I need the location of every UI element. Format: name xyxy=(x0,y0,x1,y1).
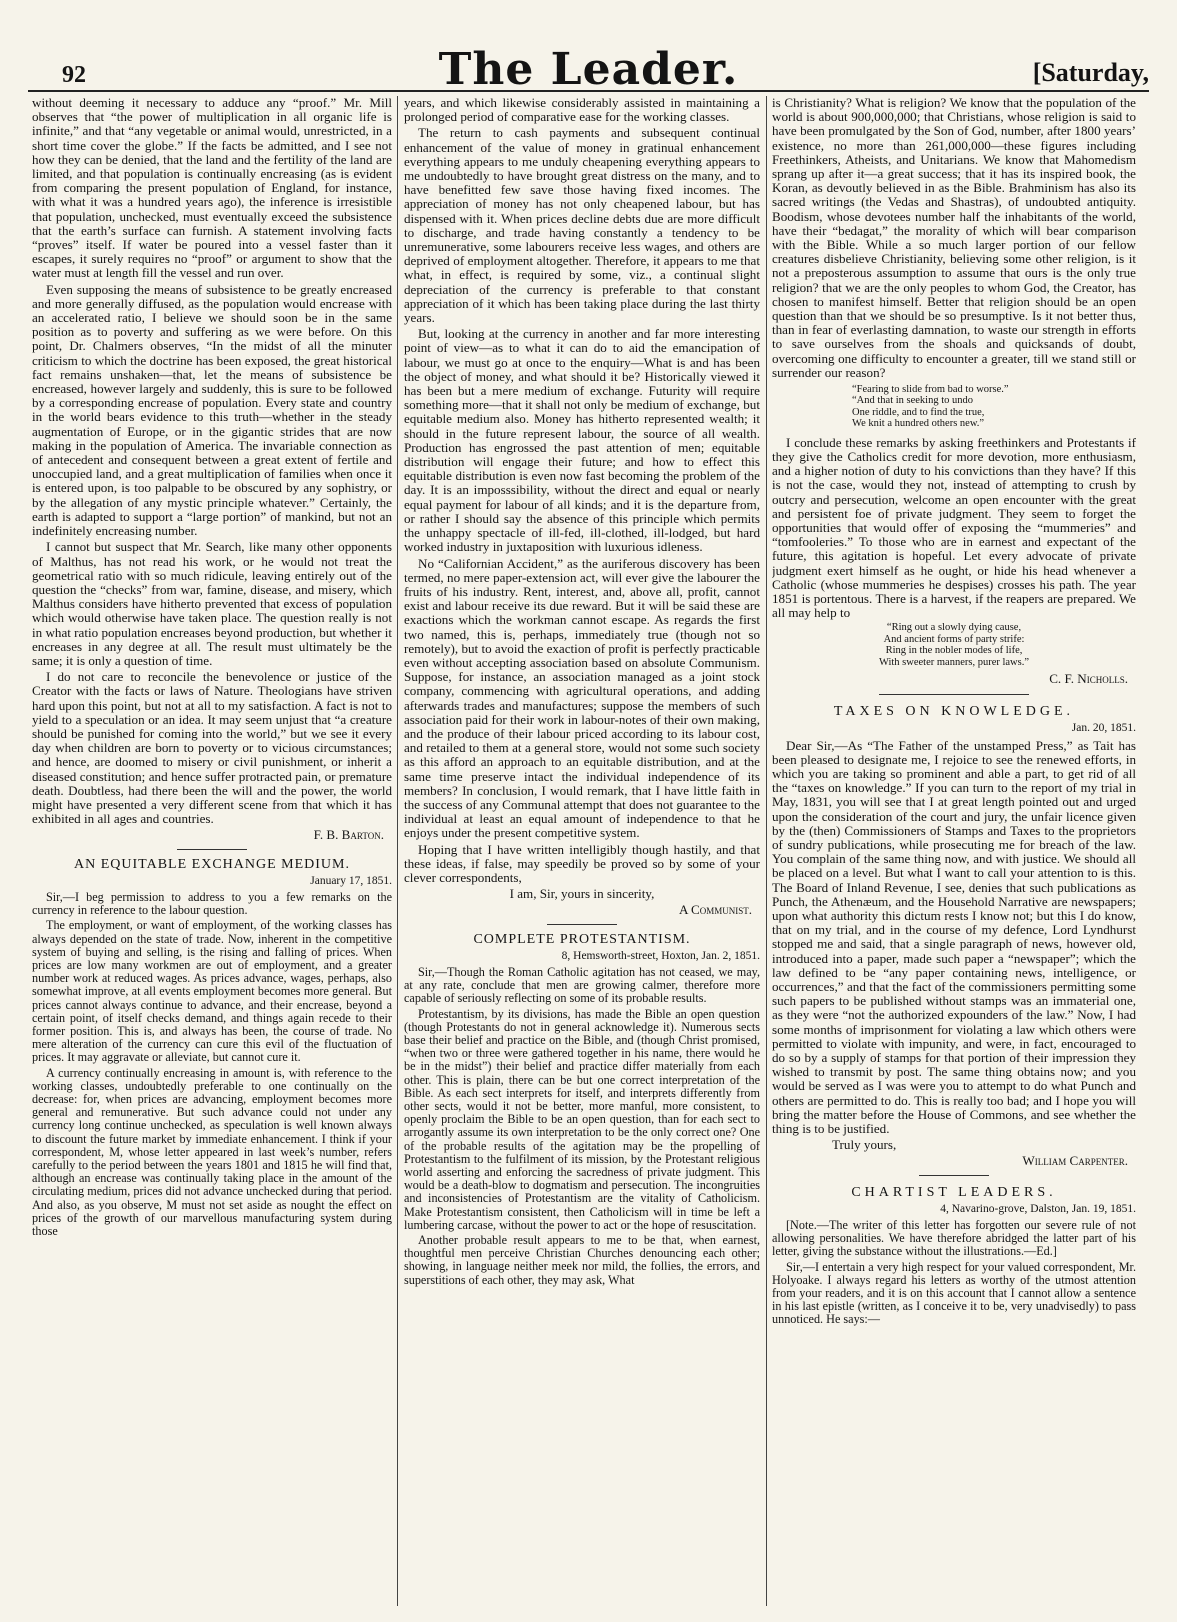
article-paragraph: The employment, or want of employment, of the working classes has always depended on the state of trade. Now, inherent in the competitive system of buying and selling, is the rising and falling of prices. When prices are low many workmen are out of employment, and a greater number work at reduced wages. As prices advance, wages, perhaps, also somewhat improve, at all events employment becomes more general. But prices cannot always continue to advance, and their encrease, beyond a certain point, of itself checks demand, and things again recede to their former position. This is, and always has been, the course of trade. No mere alteration of the currency can cure this evil of the fluctuation of prices. It may aggravate or alleviate, but cannot cure it. xyxy=(32,918,392,1065)
masthead-rule xyxy=(28,90,1149,92)
verse-line: “And that in seeking to undo xyxy=(852,395,974,407)
verse-quotation xyxy=(772,622,1136,668)
verse-line: “Ring out a slowly dying cause, xyxy=(886,622,1022,634)
article-paragraph: Sir,—I beg permission to address to you a few remarks on the currency in reference to the labour question. xyxy=(32,889,392,918)
verse-line: “Fearing to slide from bad to worse.” xyxy=(852,384,1009,396)
issue-day: [Saturday, xyxy=(1032,58,1149,87)
article-title: AN EQUITABLE EXCHANGE MEDIUM. xyxy=(74,856,350,872)
column-2 xyxy=(404,96,760,1611)
letter-closing: Truly yours, xyxy=(832,1137,897,1153)
verse-line: We knit a hundred others new.” xyxy=(852,418,985,430)
section-rule xyxy=(919,1175,989,1176)
letter-signature: William Carpenter. xyxy=(1022,1153,1128,1169)
column-divider xyxy=(766,96,767,1606)
verse-line: And ancient forms of party strife: xyxy=(883,633,1025,645)
masthead-bar xyxy=(28,44,1149,95)
article-dateline: 8, Hemsworth-street, Hoxton, Jan. 2, 1851. xyxy=(561,949,760,962)
masthead-title: The Leader. xyxy=(438,44,739,95)
article-paragraph: I cannot but suspect that Mr. Search, like many other opponents of Malthus, has not read his work, or he would not treat the geometrical ratio with so much ridicule, leaving entirely out of the question the “checks” from war, famine, disease, and misery, which Malthus considers have hitherto prevented that excess of population which would otherwise have taken place. The question really is not in what ratio population encreases beyond production, but whether it encreases in any degree at all. The result must ultimately be the same; it is only a question of time. xyxy=(32,539,392,668)
article-paragraph: without deeming it necessary to adduce any “proof.” Mr. Mill observes that “the power of multiplication in all organic life is infinite,” and that “any vegetable or animal would, unrestricted, in a short time cover the globe.” If the facts be admitted, and I see not how they can be denied, that the land and the fertility of the land are limited, and that population is continually encreasing (as is evident from comparing the present population of England, for instance, with what it was a hundred years ago), the inference is irresistible that population, unchecked, must eventually exceed the subsistence that the earth’s surface can furnish. A statement involving facts “proves” itself. If water be poured into a vessel faster than it escapes, it surely requires no “proof” or argument to show that the water must at length fill the vessel and run over. xyxy=(32,96,392,281)
article-paragraph: is Christianity? What is religion? We know that the population of the world is about 900,000,000; that Christians, whose religion is said to have been promulgated by the Son of God, number, after 1800 years’ existence, no more than 261,000,000—these figures including Freethinkers, Atheists, and Unitarians. We know that Mahomedism sprang up after it—a great success; that it has its inspired book, the Koran, as devoutly believed in as the Bible. Brahminism has also its sacred writings (the Vedas and Shastras), of undoubted antiquity. Boodism, whose devotees number half the inhabitants of the world, have their “bedagat,” the morality of which will bear comparison with the Bible. While a so much larger portion of our fellow creatures disbelieve Christianity, believing some other religion, is it not a preposterous assumption to assume that ours is the only true religion? that we are the only peoples to whom God, the Creator, has chosen to manifest himself. Better that religion should be an open question than that we should be so presumptive. Is it not better thus, than in fear of everlasting damnation, to waste our strength in efforts to save ourselves from the shoals and quicksands of doubt, overcoming one difficulty to encounter a greater, till we stand still or surrender our reason? xyxy=(772,96,1136,380)
article-title: COMPLETE PROTESTANTISM. xyxy=(473,931,691,947)
article-paragraph: The return to cash payments and subsequent continual enhancement of the value of money in gratinual enhancement everything appears to me unduly cheapening everything appears to me undoubtedly to have brought great distress on the many, and to have benefitted few save those having fixed incomes. The appreciation of money has not only cheapened labour, but has dispensed with it. When prices decline debts due are more difficult to discharge, and trade having constantly a tendency to be unremunerative, some labourers receive less wages, and others are deprived of employment altogether. Therefore, it appears to me that what, in effect, is required by some, viz., a continual slight depreciation of the currency is preferable to that constant appreciation of it which has been taking place during the last thirty years. xyxy=(404,125,760,326)
article-paragraph: No “Californian Accident,” as the auriferous discovery has been termed, no mere paper-extension act, will ever give the labourer the fruits of his industry. Rent, interest, and, above all, profit, cannot exist and labour receive its due reward. But it will be said these are exactions which the workman cannot escape. As regards the first two named, this is, perhaps, immediately true (though not so remotely), but to avoid the exaction of profit is perfectly practicable even without accepting association based on absolute Communism. Suppose, for instance, an association managed as a joint stock company, commencing with agricultural operations, and adding afterwards trades and manufactures; suppose the members of such association paid for their work in labour-notes of their own making, and the produce of their labour priced according to its labour cost, and retailed to them at a general store, would not some such society as this afford an approach to an equitable distribution, and at the same time preserve intact the individual independence of its members? In conclusion, I would remark, that I have little faith in the success of any Communal attempt that does not guarantee to the individual at least an equal amount of independence to that he enjoys under the present competitive system. xyxy=(404,555,760,841)
letter-signature: A Communist. xyxy=(678,902,752,918)
article-paragraph: I conclude these remarks by asking freethinkers and Protestants if they give the Catholics credit for more devotion, more enthusiasm, and a higher notion of duty to his convictions than they have? If this is not the case, would they not, instead of attempting to crush by outcry and persecution, welcome an open encounter with the great and persistent foe of private judgment. They seem to forget the opportunities that would offer of exposing the “mummeries” and “tomfooleries.” To those who are in earnest and expectant of the future, this agitation is hopeful. Let every advocate of private judgment exert himself as he ought, or hide his head whenever a Catholic (whose mummeries he despises) crosses his path. The year 1851 is portentous. There is a harvest, if the reapers are prepared. We all may help to xyxy=(772,434,1136,621)
article-paragraph: Hoping that I have written intelligibly though hastily, and that these ideas, if false, may speedily be proved so by some of your clever correspondents, xyxy=(404,841,760,885)
verse-quotation xyxy=(852,384,1136,430)
article-paragraph: Dear Sir,—As “The Father of the unstamped Press,” as Tait has been pleased to designate me, I rejoice to see the renewed efforts, in which you are taking so prominent and able a part, to get rid of all the “taxes on knowledge.” If you can turn to the report of my trial in May, 1831, you will see that I at great length pointed out and urged upon the consideration of the court and jury, the unfair licence given by the (then) Commissioners of Stamps and Taxes to the proprietors of sundry publications, while prosecuting me for breach of the law. You complain of the same thing now, and with justice. We should all be placed on a level. But what I want to call your attention to is this. The Board of Inland Revenue, I see, denies that such publications as Punch, the Athenæum, and the Household Narrative are newspapers; upon what authority this dictum rests I know not; but this I do know, that on my trial, and in the course of my defence, Lord Lyndhurst stopped me and said, that a single paragraph of news, however old, introduced into a paper, made such paper a “newspaper”; which the law defined to be “any paper containing news, intelligence, or occurrences,” and that the fact of the commissioners permitting some such papers to be published without stamps was an immaterial one, as they were “not the authorized expounders of the law.” Now, I had some months of imprisonment for violating a law which others were permitted to violate with impunity, and were, in fact, encouraged to do so by a supply of stamps for that portion of their impression they wished to transmit by post. The same thing obtains now; and you would be served as I was were you to attempt to do what Punch and others are permitted to do. This is really too bad; and I hope you will bring the matter before the House of Commons, and see whether the thing is to be justified. xyxy=(772,737,1136,1137)
verse-line: One riddle, and to find the true, xyxy=(852,406,985,418)
section-rule xyxy=(547,924,617,925)
section-rule xyxy=(177,849,247,850)
page-number: 92 xyxy=(62,62,86,88)
article-paragraph: Sir,—Though the Roman Catholic agitation has not ceased, we may, at any rate, conclude that men are growing calmer, therefore more capable of seriously reflecting on some of its probable results. xyxy=(404,964,760,1006)
column-divider xyxy=(397,96,398,1606)
article-paragraph: years, and which likewise considerably assisted in maintaining a prolonged period of comparative ease for the working classes. xyxy=(404,96,760,125)
article-paragraph: Sir,—I entertain a very high respect for your valued correspondent, Mr. Holyoake. I always regard his letters as worthy of the utmost attention from your readers, and it is on this account that I cannot allow a sentence in his last epistle (written, as I conceive it to be, very unadvisedly) to pass unnoticed. He says:— xyxy=(772,1259,1136,1327)
letter-signature: F. B. Barton. xyxy=(313,827,384,843)
article-paragraph: Another probable result appears to me to be that, when earnest, thoughtful men perceive Christian Churches denouncing each other; showing, in language neither meek nor mild, the follies, the errors, and superstitions of each other, they may ask, What xyxy=(404,1233,760,1287)
article-dateline: January 17, 1851. xyxy=(310,874,392,887)
article-paragraph: Even supposing the means of subsistence to be greatly encreased and more generally diffused, as the population would encrease with an accelerated ratio, I believe we should soon be in the same position as to poverty and suffering as we were before. On this point, Dr. Chalmers observes, “In the midst of all the minuter criticism to which the doctrine has been exposed, the great historical fact remains unshaken—that, let the means of subsistence be encreased, however largely and suddenly, this is sure to be followed by a corresponding encrease of population. Every state and country in the world bears evidence to this truth—whether in the steady augmentation of Europe, or in the gigantic strides that are now making in the population of America. The invariable connection as of antecedent and consequent between a great extent of fertile and unoccupied land, and a great multiplication of families when once it is entered upon, is too palpable to be obscured by any sophistry, or by the allegation of any mystic principle whatever.” Certainly, the earth is adapted to support a “large portion” of mankind, but not an indefinitely encreasing number. xyxy=(32,281,392,539)
editor-note: [Note.—The writer of this letter has forgotten our severe rule of not allowing personalities. We have therefore abridged the latter part of his letter, giving the substance without the illustrations.—Ed.] xyxy=(772,1218,1136,1259)
article-dateline: Jan. 20, 1851. xyxy=(1071,722,1136,735)
article-paragraph: Protestantism, by its divisions, has made the Bible an open question (though Protestants do not in general acknowledge it). Numerous sects base their belief and practice on the Bible, and (though Christ promised, “when two or three were gathered together in his name, there would he be in the midst”) their belief and practice differ materially from each other. This is plain, there can be but one correct interpretation of the Bible. As each sect interprets for itself, and interprets differently from other sects, would it not be better, more manful, more consistent, to openly proclaim the Bible to be an open question, than for each sect to arrogantly assume its own interpretation to be the only correct one? One of the probable results of the agitation may be the propelling of Protestantism to the fulfilment of its mission, by the Protestant religious world asserting and enforcing the sacredness of private judgment. This would be a death-blow to dogmatism and persecution. The incongruities and inconsistencies of Protestantism are the vitality of Catholicism. Make Protestantism consistent, then Catholicism will in time be left a lumbering carcase, without the power to act or the hope of resuscitation. xyxy=(404,1006,760,1232)
article-title: TAXES ON KNOWLEDGE. xyxy=(833,704,1075,720)
article-dateline: 4, Navarino-grove, Dalston, Jan. 19, 1851. xyxy=(940,1202,1136,1215)
article-paragraph: But, looking at the currency in another and far more interesting point of view—as to what it can do to aid the emancipation of labour, we must go at once to the enquiry—What is and has been the object of money, and what should it be? Historically viewed it has been but a mere medium of exchange. Futurity will require something more—that it shall not only be medium of exchange, but equitable medium also. Money has hitherto represented wealth; it should in the future represent labour, the source of all wealth. Production has engrossed the past attention of men; equitable distribution will engage their future; and how to effect this equitable distribution is even now fast becoming the problem of the day. It is an imposssibility, without the direct and equal or nearly equal payment for labour of all kinds; and it is the departure from, or rather I should say the absence of this principle which permits the unhappy spectacle of ill-fed, ill-clothed, ill-lodged, but hard worked industry in juxtaposition with luxurious idleness. xyxy=(404,326,760,555)
letter-signature: C. F. Nicholls. xyxy=(1049,670,1128,686)
article-paragraph: A currency continually encreasing in amount is, with reference to the working classes, undoubtedly preferable to one continually on the decrease: for, when prices are advancing, employment becomes more general and remunerative. But such advance could not under any currency long continue unchecked, as speculation is well known always to discount the future market by immediate enhancement. I think if your correspondent, M, whose letter appeared in last week’s number, refers carefully to the period between the years 1801 and 1815 he will find that, although an encrease was continually taking place in the amount of the circulating medium, prices did not advance unchecked during that period. And also, as you observe, M must not set aside as nought the effect on prices of the growth of our marvellous manufacturing system during those xyxy=(32,1065,392,1239)
verse-line: Ring in the nobler modes of life, xyxy=(885,645,1023,657)
verse-line: With sweeter manners, purer laws.” xyxy=(878,656,1030,668)
column-3 xyxy=(772,96,1136,1611)
letter-closing: I am, Sir, yours in sincerity, xyxy=(509,886,655,902)
article-paragraph: I do not care to reconcile the benevolence or justice of the Creator with the facts or laws of Nature. Theologians have striven hard upon this point, but not at all to my satisfaction. A fact is not to yield to a speculation or an idea. It may seem unjust that “a creature should be punished for coming into the world,” but we see it every day when children are born to poverty or to vicious circumstances; and hence, are doomed to misery or civil punishment, or inherit a diseased constitution; and hence suffer protracted pain, or premature death. Doubtless, had there been the will and the power, the world might have presented a very different scene from that which it has exhibited in all ages and countries. xyxy=(32,669,392,827)
column-1 xyxy=(32,96,392,1611)
section-rule xyxy=(879,694,1029,695)
article-title: CHARTIST LEADERS. xyxy=(851,1184,1057,1200)
